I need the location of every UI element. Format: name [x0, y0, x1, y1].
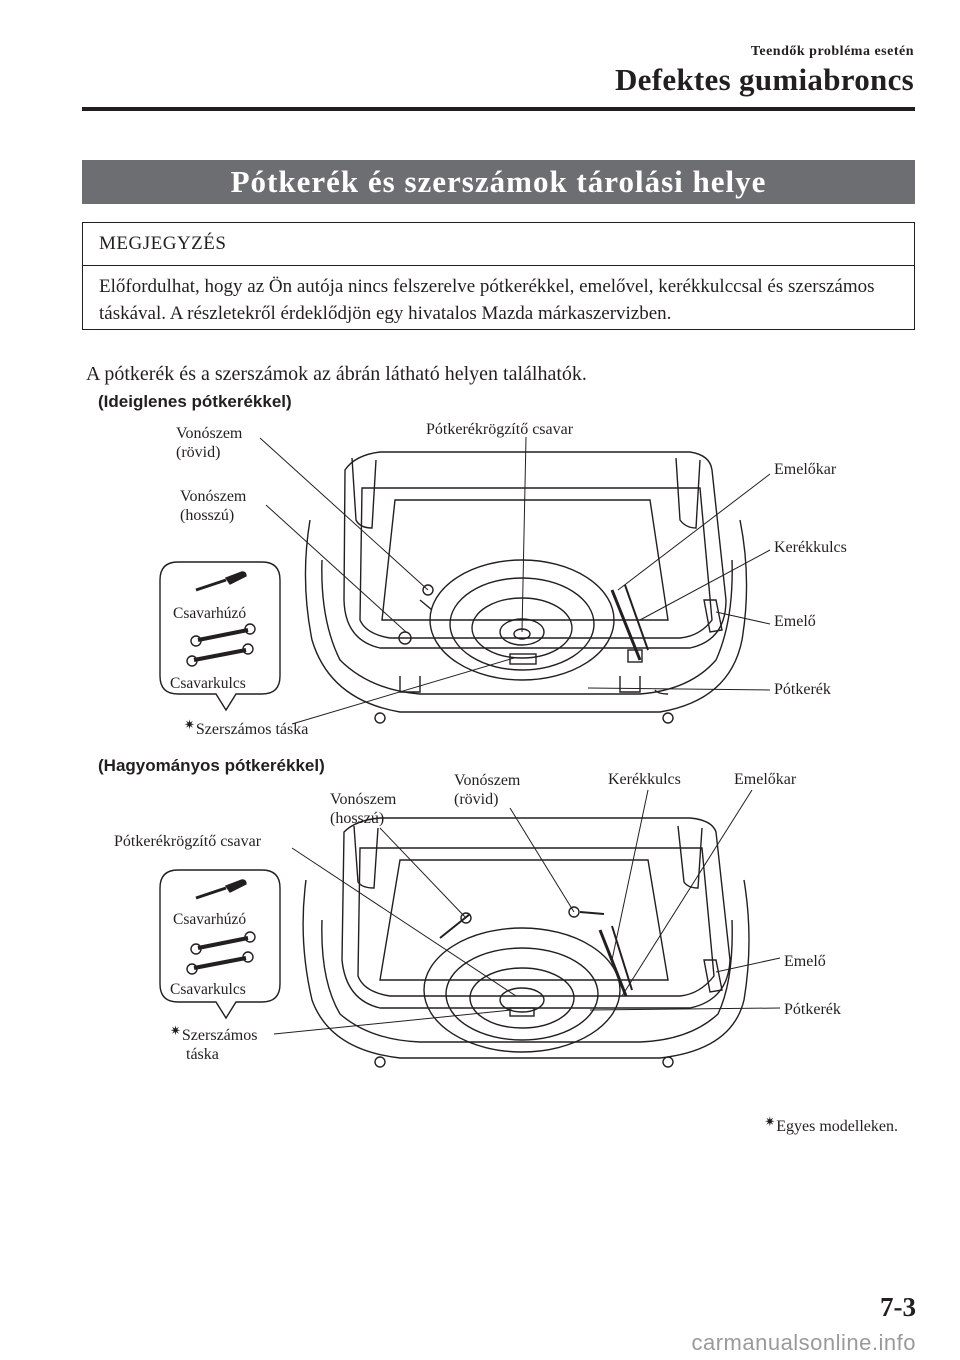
d2-label-csavarhuzo: Csavarhúzó — [173, 911, 247, 928]
intro-text: A pótkerék és a szerszámok az ábrán látható helyen találhatók. — [86, 363, 587, 385]
note-body: Előfordulhat, hogy az Ön autója nincs felszerelve pótkerékkel, emelővel, kerékkulccsal és szerszámos táskával. A részletekről érdeklődjön egy hivatalos Mazda márkaszervizben. — [99, 276, 875, 324]
d1-label-emelokar: Emelőkar — [774, 461, 837, 478]
footnote-star-icon: ✷ — [764, 1114, 776, 1129]
wrench-icon-2 — [187, 932, 255, 974]
d1-label-potkerekrogzito-csavar: Pótkerékrögzítő csavar — [426, 421, 574, 438]
d2-label-potkerek: Pótkerék — [784, 1001, 841, 1018]
diagram1-trunk-illustration — [305, 452, 746, 723]
footnote: ✷Egyes modelleken. — [764, 1114, 898, 1135]
d1-label-vonoszem-hosszu: Vonószem (hosszú) — [180, 488, 247, 524]
d2-label-vonoszem-hosszu: Vonószem (hosszú) — [330, 791, 397, 827]
d1-label-kerekkulcs: Kerékkulcs — [774, 539, 847, 556]
d2-label-kerekkulcs: Kerékkulcs — [608, 771, 681, 788]
note-title: MEGJEGYZÉS — [99, 233, 227, 254]
d1-label-potkerek: Pótkerék — [774, 681, 831, 698]
diagram2-trunk-illustration — [303, 818, 749, 1067]
d2-label-emelo: Emelő — [784, 953, 826, 970]
chapter-title: Defektes gumiabroncs — [614, 62, 914, 97]
diagram2-heading: (Hagyományos pótkerékkel) — [98, 756, 325, 775]
watermark[interactable]: carmanualsonline.info — [691, 1330, 916, 1355]
diagram1-leader-lines — [260, 437, 770, 724]
d1-label-emelo: Emelő — [774, 613, 816, 630]
section-title: Pótkerék és szerszámok tárolási helye — [230, 164, 767, 199]
wrench-icon-1 — [187, 624, 255, 666]
d2-label-potkerekrogzito-csavar: Pótkerékrögzítő csavar — [114, 833, 262, 850]
screwdriver-icon-2 — [196, 880, 246, 898]
diagram1-heading: (Ideiglenes pótkerékkel) — [98, 392, 292, 411]
d1-label-csavarkulcs: Csavarkulcs — [170, 675, 246, 692]
footnote-star-icon: ✷ — [184, 717, 195, 732]
d2-label-vonoszem-rovid: Vonószem (rövid) — [454, 772, 521, 808]
d2-label-szerszamos-taska: ✷Szerszámos táska — [170, 1023, 258, 1063]
page-number: 7-3 — [880, 1292, 916, 1322]
d1-label-csavarhuzo: Csavarhúzó — [173, 605, 247, 622]
d1-label-szerszamos-taska: ✷Szerszámos táska — [184, 717, 309, 738]
d2-label-emelokar: Emelőkar — [734, 771, 797, 788]
screwdriver-icon-1 — [196, 572, 246, 590]
d1-label-vonoszem-rovid: Vonószem (rövid) — [176, 425, 243, 461]
d2-label-csavarkulcs: Csavarkulcs — [170, 981, 246, 998]
footnote-star-icon: ✷ — [170, 1023, 181, 1038]
chapter-subtitle: Teendők probléma esetén — [750, 44, 914, 59]
